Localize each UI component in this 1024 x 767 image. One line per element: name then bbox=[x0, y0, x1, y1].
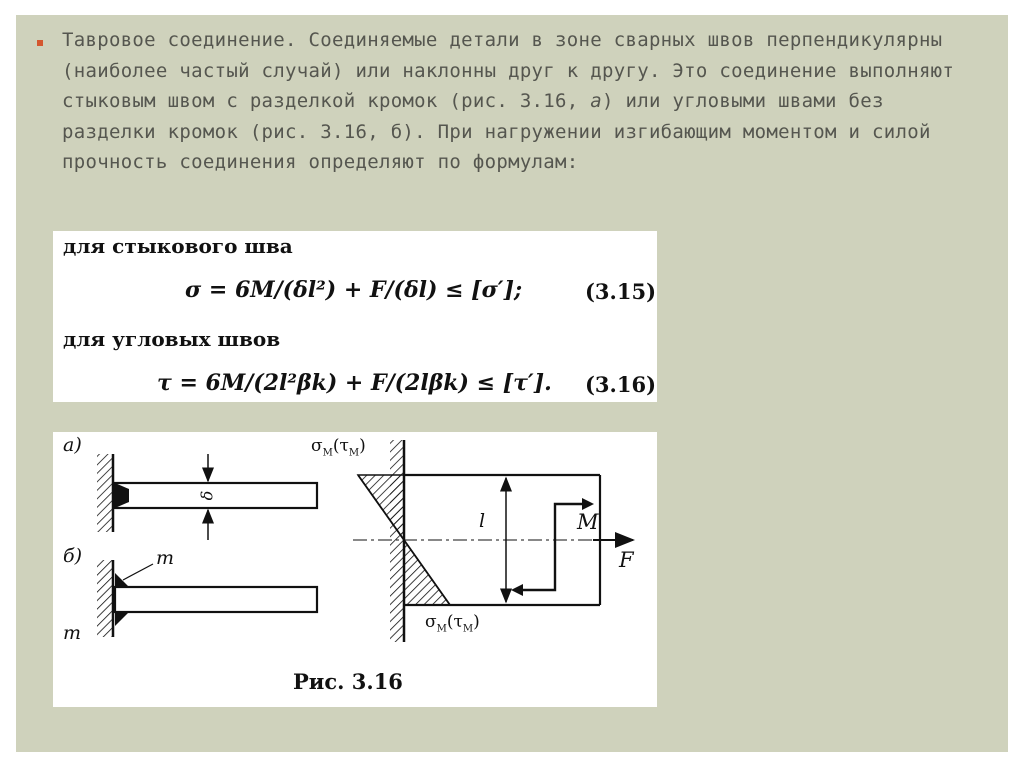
wall-b bbox=[97, 560, 113, 637]
formula-number-316: (3.16) bbox=[585, 372, 657, 397]
label-a: а) bbox=[63, 434, 82, 456]
paragraph-letter-a: а bbox=[590, 90, 603, 112]
delta-label: δ bbox=[197, 490, 217, 501]
F-label: F bbox=[619, 548, 634, 572]
sigma-top: σ bbox=[311, 436, 323, 456]
slide-background bbox=[16, 15, 1008, 752]
butt-weld-formula: σ = 6M/(δl²) + F/(δl) ≤ [σ′]; bbox=[185, 277, 523, 303]
sigma-top-sub: M bbox=[322, 447, 333, 459]
tau-top-close: ) bbox=[359, 436, 366, 456]
l-label: l bbox=[479, 510, 486, 532]
fillet-weld-formula: τ = 6M/(2l²βk) + F/(2lβk) ≤ [τ′]. bbox=[157, 370, 552, 396]
sigma-tau-bottom-label bbox=[425, 612, 480, 634]
label-b: б) bbox=[63, 545, 83, 567]
tau-top-sub: M bbox=[348, 447, 360, 459]
wall-right bbox=[390, 440, 404, 642]
bullet-marker bbox=[37, 40, 43, 46]
wall-a bbox=[97, 454, 113, 532]
sigma-bottom-sub: M bbox=[436, 623, 447, 635]
plate-b bbox=[115, 564, 317, 626]
sigma-tau-top-label bbox=[311, 436, 366, 458]
paragraph-part-1: Тавровое соединение. Соединяемые детали в зоне сварных швов перпендикулярны (наиболее частый случай) или наклонны друг к другу. Это соединение выполняют стыковым швом с разделкой кромок (рис. 3.16, bbox=[62, 29, 955, 112]
figure-drawing bbox=[53, 432, 657, 707]
body-paragraph bbox=[62, 25, 967, 178]
m-label-bottom: m bbox=[63, 622, 82, 644]
M-label: M bbox=[577, 510, 599, 534]
m-label-top: m bbox=[156, 547, 175, 569]
tau-bottom: (τ bbox=[446, 612, 463, 632]
tau-top: (τ bbox=[332, 436, 349, 456]
figure-caption: Рис. 3.16 bbox=[293, 669, 403, 694]
tau-bottom-sub: M bbox=[462, 623, 474, 635]
fillet-weld-label: для угловых швов bbox=[63, 327, 281, 351]
figure-3-16 bbox=[53, 432, 657, 707]
paragraph-part-2: ) или угловыми швами без разделки кромок (рис. 3.16, б). При нагружении изгибающим моментом и силой прочность соединения определяют по формулам: bbox=[62, 90, 931, 173]
formula-number-315: (3.15) bbox=[585, 279, 657, 304]
sigma-bottom: σ bbox=[425, 612, 437, 632]
tau-bottom-close: ) bbox=[473, 612, 480, 632]
butt-weld-label: для стыкового шва bbox=[63, 234, 293, 258]
formula-image bbox=[53, 231, 657, 402]
